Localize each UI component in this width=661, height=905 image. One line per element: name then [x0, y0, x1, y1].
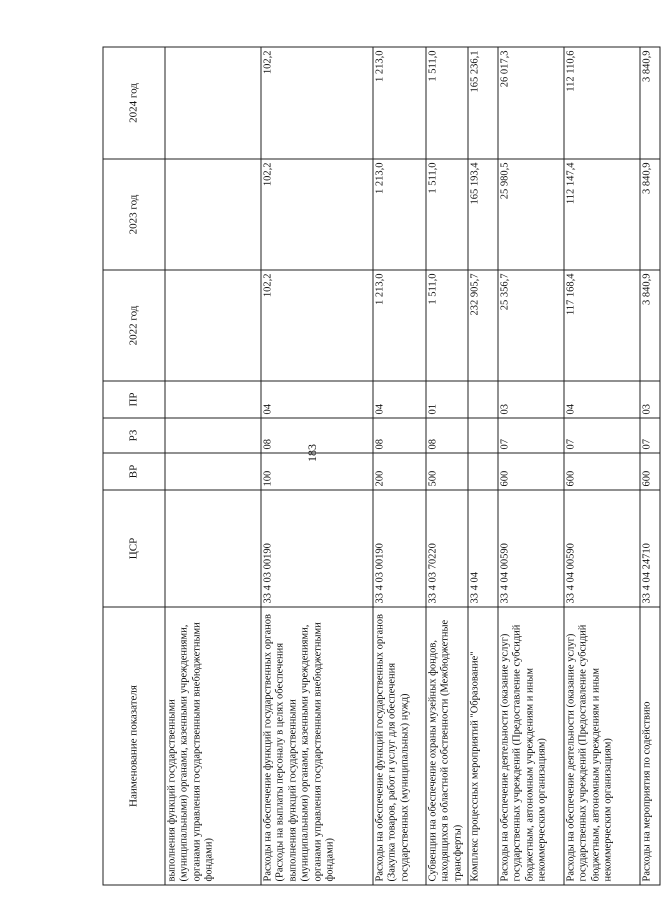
header-2023: 2023 год	[103, 159, 165, 270]
cell-pr: 03	[498, 381, 564, 418]
cell-pr: 04	[564, 381, 640, 418]
cell-csr	[165, 490, 261, 607]
cell-rz: 08	[426, 418, 468, 453]
cell-csr: 33 4 04 24710	[640, 490, 660, 607]
cell-vr: 500	[426, 453, 468, 490]
cell-2024: 26 017,3	[498, 47, 564, 159]
cell-2023	[165, 159, 261, 270]
cell-2023: 3 840,9	[640, 159, 660, 270]
table-row	[640, 47, 660, 885]
header-name: Наименование показателя	[103, 607, 165, 885]
table-row	[165, 47, 261, 885]
cell-rz: 08	[261, 418, 373, 453]
budget-table	[103, 46, 661, 885]
table-row	[498, 47, 564, 885]
cell-name: Расходы на обеспечение деятельности (оказание услуг) государственных учреждений (Предоставление субсидий бюджетным, автономным учреждениям и иным некоммерческим организациям)	[498, 607, 564, 885]
cell-name: Субвенции на обеспечение охраны музейных фондов, находящихся в областной собственности (Межбюджетные трансферты)	[426, 607, 468, 885]
cell-vr: 200	[373, 453, 426, 490]
cell-rz: 07	[498, 418, 564, 453]
cell-name: Комплекс процессных мероприятий "Образование"	[468, 607, 498, 885]
header-rz: РЗ	[103, 418, 165, 453]
cell-2024: 1 213,0	[373, 47, 426, 159]
cell-rz: 07	[564, 418, 640, 453]
header-2022: 2022 год	[103, 270, 165, 381]
cell-2023: 1 213,0	[373, 159, 426, 270]
table-row	[261, 47, 373, 885]
cell-pr	[468, 381, 498, 418]
cell-pr: 04	[261, 381, 373, 418]
header-2024: 2024 год	[103, 47, 165, 159]
cell-pr: 01	[426, 381, 468, 418]
cell-vr: 600	[564, 453, 640, 490]
page-number: 183	[305, 444, 319, 462]
cell-csr: 33 4 04 00590	[564, 490, 640, 607]
cell-csr: 33 4 04 00590	[498, 490, 564, 607]
cell-pr: 04	[373, 381, 426, 418]
cell-csr: 33 4 03 70220	[426, 490, 468, 607]
cell-2022: 117 168,4	[564, 270, 640, 381]
cell-vr: 600	[498, 453, 564, 490]
cell-2023: 102,2	[261, 159, 373, 270]
header-pr: ПР	[103, 381, 165, 418]
cell-csr: 33 4 04	[468, 490, 498, 607]
cell-2022: 25 356,7	[498, 270, 564, 381]
budget-table-rotated	[103, 47, 653, 885]
cell-2024: 102,2	[261, 47, 373, 159]
cell-2024: 112 110,6	[564, 47, 640, 159]
cell-name: Расходы на обеспечение функций государственных органов (Расходы на выплаты персоналу в целях обеспечения выполнения функций государственными (муниципальными) органами, казенными учреждениями, органами управления государственными внебюджетными фондами)	[261, 607, 373, 885]
cell-2023: 112 147,4	[564, 159, 640, 270]
cell-vr	[468, 453, 498, 490]
cell-name: выполнения функций государственными (муниципальными) органами, казенными учреждениями, органами управления государственными внебюджетными фондами)	[165, 607, 261, 885]
table-header-row	[103, 47, 165, 885]
cell-2023: 165 193,4	[468, 159, 498, 270]
cell-csr: 33 4 03 00190	[261, 490, 373, 607]
cell-name: Расходы на мероприятия по содействию	[640, 607, 660, 885]
table-row	[468, 47, 498, 885]
table-row	[564, 47, 640, 885]
cell-csr: 33 4 03 00190	[373, 490, 426, 607]
cell-name: Расходы на обеспечение функций государственных органов (Закупка товаров, работ и услуг для обеспечения государственных (муниципальных) нужд)	[373, 607, 426, 885]
cell-2022: 3 840,9	[640, 270, 660, 381]
cell-vr: 600	[640, 453, 660, 490]
cell-2024: 3 840,9	[640, 47, 660, 159]
header-vr: ВР	[103, 453, 165, 490]
cell-pr: 03	[640, 381, 660, 418]
cell-name: Расходы на обеспечение деятельности (оказание услуг) государственных учреждений (Предоставление субсидий бюджетным, автономным учреждениям и иным некоммерческим организациям)	[564, 607, 640, 885]
cell-rz: 08	[373, 418, 426, 453]
cell-2022: 1 213,0	[373, 270, 426, 381]
cell-vr: 100	[261, 453, 373, 490]
cell-2022: 232 905,7	[468, 270, 498, 381]
header-csr: ЦСР	[103, 490, 165, 607]
cell-2022	[165, 270, 261, 381]
cell-rz	[165, 418, 261, 453]
cell-rz	[468, 418, 498, 453]
cell-2024: 165 236,1	[468, 47, 498, 159]
cell-rz: 07	[640, 418, 660, 453]
cell-2022: 1 511,0	[426, 270, 468, 381]
cell-vr	[165, 453, 261, 490]
table-row	[426, 47, 468, 885]
cell-2024	[165, 47, 261, 159]
cell-2023: 25 980,5	[498, 159, 564, 270]
cell-2024: 1 511,0	[426, 47, 468, 159]
cell-2023: 1 511,0	[426, 159, 468, 270]
cell-2022: 102,2	[261, 270, 373, 381]
table-row	[373, 47, 426, 885]
cell-pr	[165, 381, 261, 418]
